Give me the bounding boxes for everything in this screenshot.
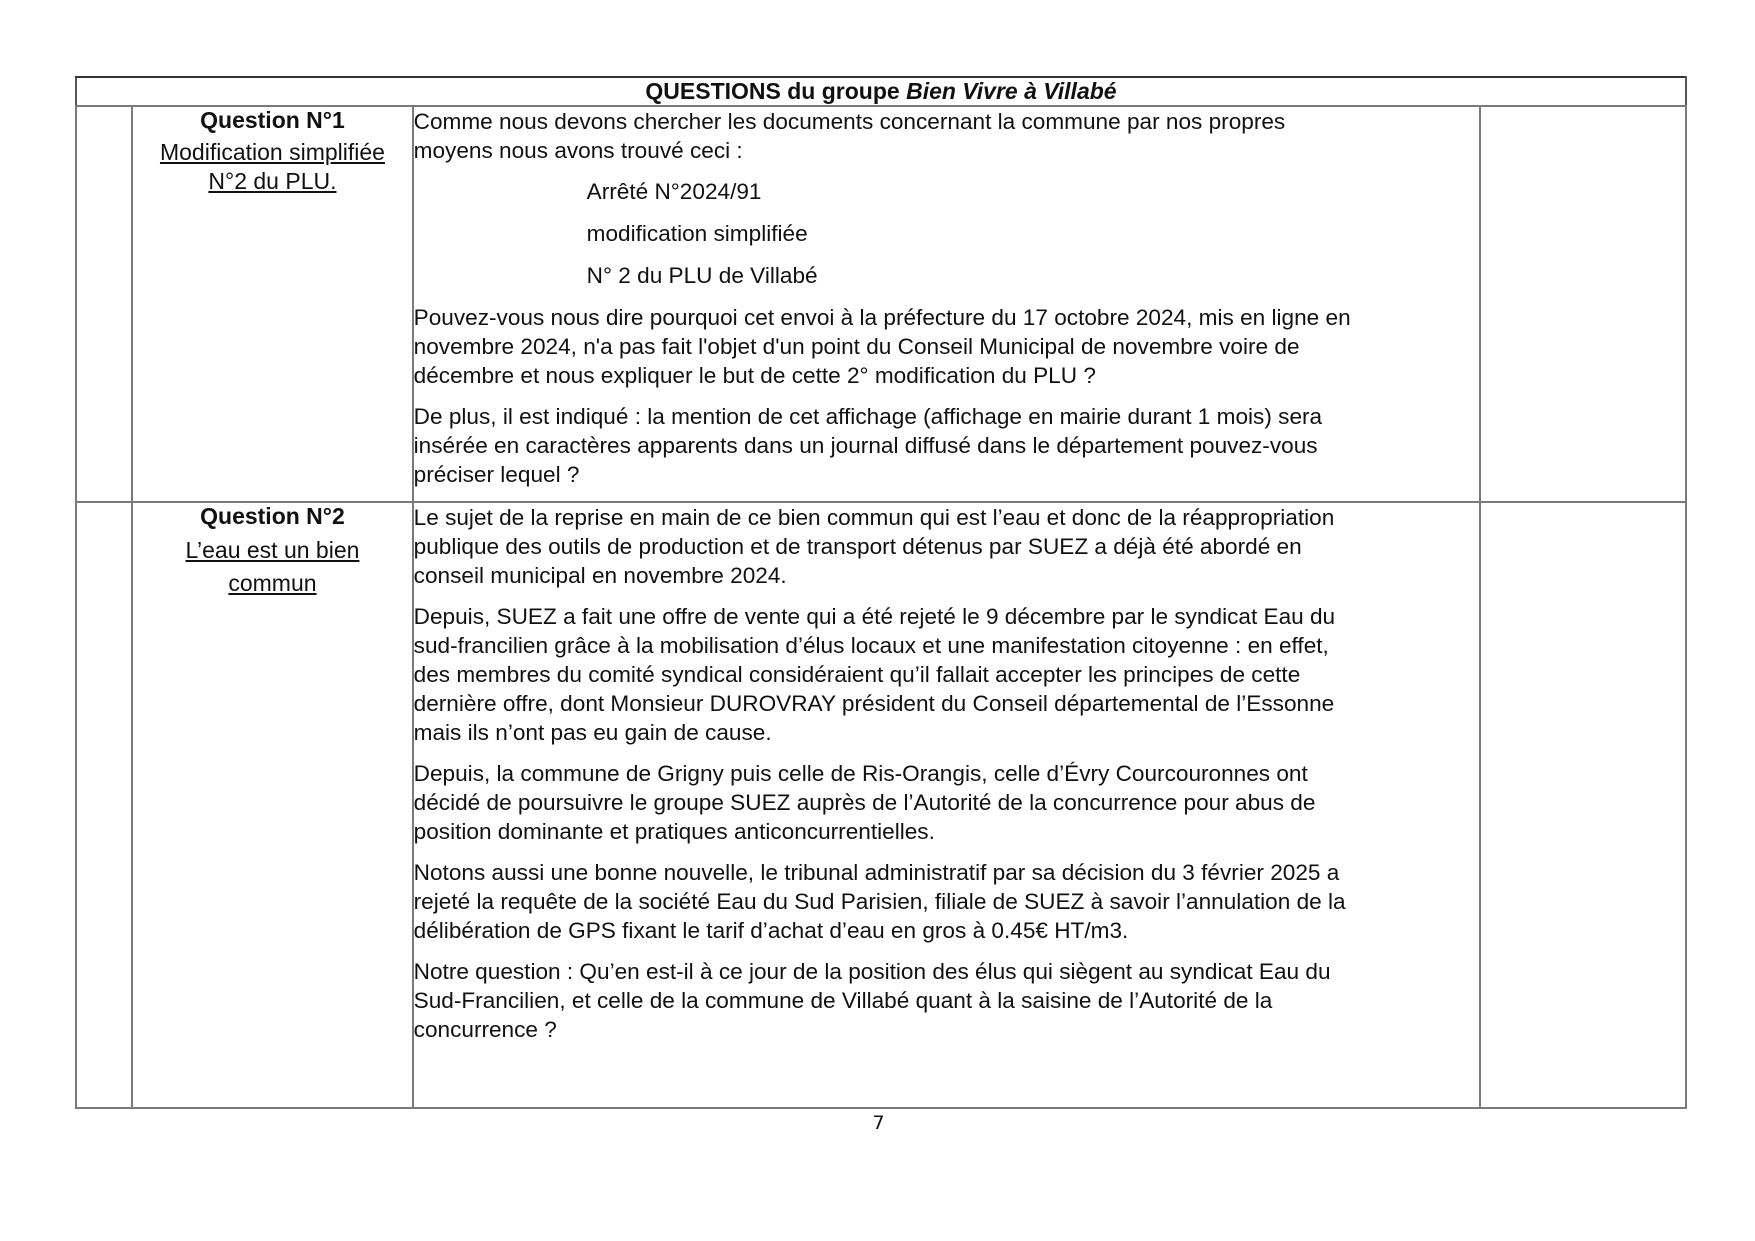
- paragraph: [414, 107, 1479, 165]
- text-line: préciser lequel ?: [413, 462, 580, 487]
- question-number: Question N°2: [200, 503, 345, 529]
- paragraph: [414, 402, 1479, 489]
- question-number: Question N°1: [200, 107, 345, 133]
- response-cell: [1480, 502, 1686, 1108]
- text-line: mais ils n’ont pas eu gain de cause.: [413, 720, 772, 745]
- text-line: Depuis, la commune de Grigny puis celle de Ris-Orangis, celle d’Évry Courcouronnes ont: [413, 761, 1308, 786]
- question-body-cell: [413, 106, 1480, 502]
- question-row-1: [76, 106, 1686, 502]
- question-label-cell: [132, 106, 412, 502]
- questions-table: [75, 76, 1687, 1109]
- text-line: rejeté la requête de la société Eau du Sud Parisien, filiale de SUEZ à savoir l’annulation de la: [413, 889, 1346, 914]
- subject-line: commun: [228, 570, 317, 596]
- subject-line: L’eau est un bien: [185, 537, 360, 563]
- text-line: décidé de poursuivre le groupe SUEZ auprès de l’Autorité de la concurrence pour abus de: [413, 790, 1316, 815]
- question-label-cell: [132, 502, 412, 1108]
- paragraph: [414, 503, 1479, 590]
- page-number-text: 7: [872, 1112, 885, 1134]
- text-line: insérée en caractères apparents dans un journal diffusé dans le département pouvez-vous: [413, 433, 1318, 458]
- paragraph: [414, 858, 1479, 945]
- paragraph: [414, 602, 1479, 747]
- quoted-reference: modification simplifiée: [586, 221, 808, 246]
- paragraph: [414, 303, 1479, 390]
- subject-line: N°2 du PLU.: [208, 168, 337, 194]
- page-number: [0, 1112, 1755, 1134]
- text-line: Notre question : Qu’en est-il à ce jour de la position des élus qui siègent au syndicat Eau du: [413, 959, 1331, 984]
- text-line: sud-francilien grâce à la mobilisation d’élus locaux et une manifestation citoyenne : en effet,: [413, 633, 1329, 658]
- text-line: conseil municipal en novembre 2024.: [413, 563, 787, 588]
- title-group-name: Bien Vivre à Villabé: [906, 78, 1117, 104]
- text-line: Pouvez-vous nous dire pourquoi cet envoi à la préfecture du 17 octobre 2024, mis en ligne en: [413, 305, 1351, 330]
- text-line: Sud-Francilien, et celle de la commune de Villabé quant à la saisine de l’Autorité de la: [413, 988, 1273, 1013]
- text-line: concurrence ?: [413, 1017, 557, 1042]
- text-line: délibération de GPS fixant le tarif d’achat d’eau en gros à 0.45€ HT/m3.: [413, 918, 1129, 943]
- paragraph: [414, 957, 1479, 1044]
- text-line: position dominante et pratiques anticoncurrentielles.: [413, 819, 935, 844]
- question-row-2: [76, 502, 1686, 1108]
- question-body-cell: [413, 502, 1480, 1108]
- quoted-reference: N° 2 du PLU de Villabé: [586, 263, 818, 288]
- text-line: Comme nous devons chercher les documents concernant la commune par nos propres: [413, 109, 1286, 134]
- title-prefix: QUESTIONS du groupe: [645, 78, 907, 104]
- paragraph: [414, 759, 1479, 846]
- empty-margin-cell: [76, 106, 132, 502]
- question-subject: [133, 138, 411, 196]
- text-line: des membres du comité syndical considéraient qu’il fallait accepter les principes de cette: [413, 662, 1301, 687]
- table-title: [76, 77, 1686, 106]
- text-line: novembre 2024, n'a pas fait l'objet d'un point du Conseil Municipal de novembre voire de: [413, 334, 1300, 359]
- text-line: Le sujet de la reprise en main de ce bien commun qui est l’eau et donc de la réappropriation: [413, 505, 1335, 530]
- text-line: Depuis, SUEZ a fait une offre de vente qui a été rejeté le 9 décembre par le syndicat Eau du: [413, 604, 1336, 629]
- question-subject: [133, 534, 411, 600]
- text-line: publique des outils de production et de transport détenus par SUEZ a déjà été abordé en: [413, 534, 1302, 559]
- text-line: dernière offre, dont Monsieur DUROVRAY président du Conseil départemental de l’Essonne: [413, 691, 1335, 716]
- subject-line: Modification simplifiée: [159, 139, 385, 165]
- table-header-row: [76, 77, 1686, 106]
- text-line: décembre et nous expliquer le but de cette 2° modification du PLU ?: [413, 363, 1096, 388]
- text-line: moyens nous avons trouvé ceci :: [413, 138, 743, 163]
- empty-margin-cell: [76, 502, 132, 1108]
- text-line: De plus, il est indiqué : la mention de cet affichage (affichage en mairie durant 1 mois) sera: [413, 404, 1323, 429]
- quoted-reference: Arrêté N°2024/91: [586, 179, 762, 204]
- text-line: Notons aussi une bonne nouvelle, le tribunal administratif par sa décision du 3 février 2025 a: [413, 860, 1340, 885]
- response-cell: [1480, 106, 1686, 502]
